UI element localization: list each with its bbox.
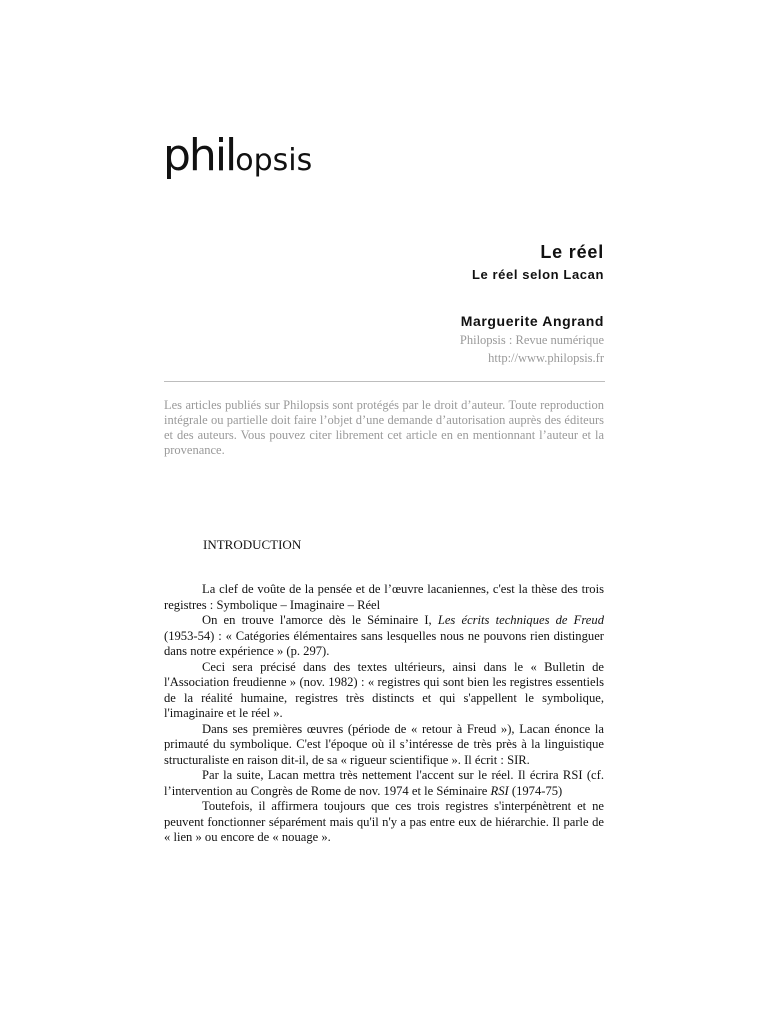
paragraph-5: [164, 768, 604, 799]
title-block: [164, 240, 604, 284]
header-divider: [164, 381, 605, 382]
paragraph-4: Dans ses premières œuvres (période de « retour à Freud »), Lacan énonce la primauté du symbolique. C'est l'époque où il s’intéresse de très près à la linguistique structuraliste en raison dit-il, de sa « rigueur scientifique ». Il écrit : SIR.: [164, 721, 604, 767]
article-body: [164, 582, 604, 846]
copyright-notice: Les articles publiés sur Philopsis sont protégés par le droit d’auteur. Toute reproduction intégrale ou partielle doit faire l’objet d’une demande d’autorisation auprès des éditeurs et des auteurs. Vous pouvez citer librement cet article en en mentionnant l’auteur et la provenance.: [164, 398, 604, 457]
article-title: Le réel: [540, 242, 604, 262]
philopsis-logo: [163, 128, 312, 184]
paragraph-5-text-start: Par la suite, Lacan mettra très nettement l'accent sur le réel. Il écrira RSI (cf. l’intervention au Congrès de Rome de nov. 1974 et le Séminaire: [164, 768, 604, 798]
article-subtitle: Le réel selon Lacan: [471, 267, 604, 282]
section-heading: INTRODUCTION: [203, 537, 302, 552]
publication-source: Philopsis : Revue numérique: [459, 333, 604, 347]
author-name: Marguerite Angrand: [460, 313, 604, 329]
seminar-title-italic: RSI: [490, 783, 509, 798]
paragraph-1: La clef de voûte de la pensée et de l’œuvre lacaniennes, c'est la thèse des trois registres : Symbolique – Imaginaire – Réel: [164, 582, 604, 612]
paragraph-2: [164, 613, 604, 660]
logo-text-phil: phil: [163, 130, 236, 181]
paragraph-2-text-start: On en trouve l'amorce dès le Séminaire I,: [202, 613, 438, 627]
author-block: [164, 311, 604, 367]
paragraph-6: Toutefois, il affirmera toujours que ces trois registres s'interpénètrent et ne peuvent fonctionner séparément mais qu'il n'y a pas entre eux de hiérarchie. Il parle de « lien » ou encore de « nouage ».: [164, 799, 604, 844]
paragraph-3: Ceci sera précisé dans des textes ultérieurs, ainsi dans le « Bulletin de l'Association freudienne » (nov. 1982) : « registres qui sont bien les registres essentiels de la réalité humaine, registres très distincts et qui s'appellent le symbolique, l'imaginaire et le réel ».: [164, 659, 604, 720]
logo-text-opsis: opsis: [235, 143, 313, 178]
paragraph-5-text-end: (1974-75): [508, 783, 563, 798]
paragraph-2-text-end: (1953-54) : « Catégories élémentaires sans lesquelles nous ne pouvons rien distinguer dans notre expérience » (p. 297).: [164, 628, 604, 658]
book-title-italic: Les écrits techniques de Freud: [437, 613, 604, 627]
publication-url[interactable]: http://www.philopsis.fr: [488, 351, 604, 365]
